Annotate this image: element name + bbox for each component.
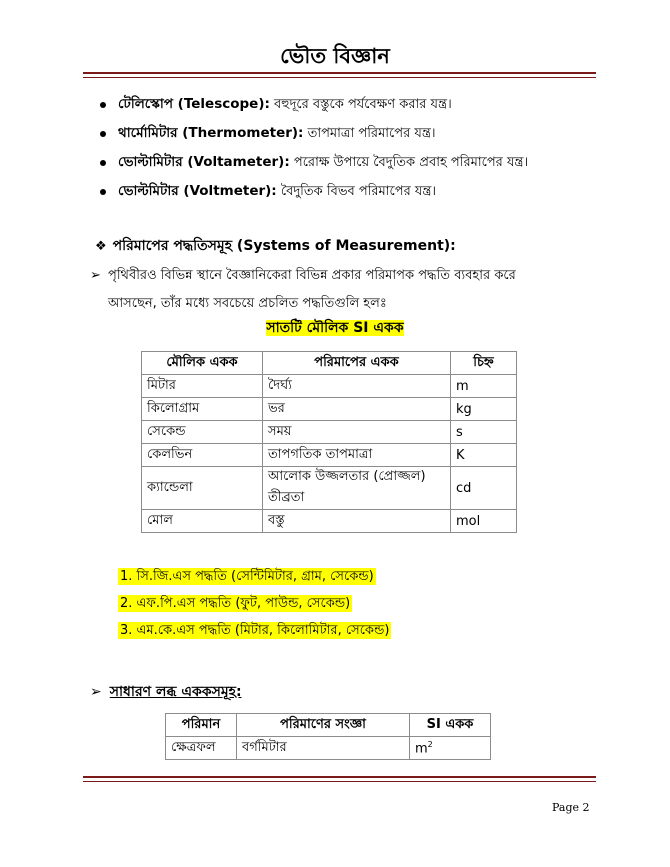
page-number: Page 2	[552, 801, 590, 814]
list-item	[100, 180, 528, 209]
term: ভোল্টামিটার (Voltameter):	[118, 154, 290, 170]
bullet-icon	[100, 160, 106, 166]
column-header: চিহ্ন	[451, 352, 517, 375]
instrument-list	[100, 93, 528, 209]
section-heading: ❖ পরিমাপের পদ্ধতিসমূহ (Systems of Measurement):	[95, 238, 456, 254]
column-header: পরিমান	[166, 714, 237, 737]
bullet-icon	[100, 189, 106, 195]
diamond-star-icon: ❖	[95, 239, 107, 254]
table-row: মিটার দৈর্ঘ্য m	[142, 375, 517, 398]
derived-heading: ➢ সাধারণ লব্ধ এককসমূহ:	[90, 684, 242, 700]
column-header: মৌলিক একক	[142, 352, 263, 375]
table-row: ক্যান্ডেলা আলোক উজ্জলতার (প্রোজ্জল) তীব্রতা cd	[142, 467, 517, 510]
column-header: পরিমাণের সংজ্ঞা	[237, 714, 410, 737]
column-header: পরিমাপের একক	[263, 352, 451, 375]
list-item: 3. এম.কে.এস পদ্ধতি (মিটার, কিলোমিটার, সেকেন্ড)	[120, 623, 390, 638]
systems-list	[118, 567, 391, 648]
term: ভোল্টমিটার (Voltmeter):	[118, 183, 277, 199]
derived-units-table	[165, 713, 491, 760]
term: থার্মোমিটার (Thermometer):	[118, 125, 304, 141]
paragraph-line: আসছেন, তাঁর মধ্যে সবচেয়ে প্রচলিত পদ্ধতিগুলি হলঃ	[108, 296, 387, 311]
table-header-row	[142, 352, 517, 375]
si-units-table	[141, 351, 517, 533]
list-item: 1. সি.জি.এস পদ্ধতি (সেন্টিমিটার, গ্রাম, সেকেন্ড)	[120, 569, 374, 584]
definition: পরোক্ষ উপায়ে বৈদুতিক প্রবাহ পরিমাপের যন্ত্র।	[289, 155, 529, 170]
bullet-icon	[100, 102, 106, 108]
definition: তাপমাত্রা পরিমাপের যন্ত্র।	[303, 126, 436, 141]
si-unit-cell: $m^2$	[410, 737, 491, 760]
arrow-bullet-icon: ➢	[90, 684, 102, 700]
list-item	[100, 93, 528, 122]
paragraph-line: পৃথিবীরও বিভিন্ন স্থানে বৈজ্ঞানিকেরা বিভিন্ন প্রকার পরিমাপক পদ্ধতি ব্যবহার করে	[108, 268, 516, 283]
header-rule	[83, 72, 596, 78]
table-row: মোল বস্তু mol	[142, 510, 517, 533]
table-header-row	[166, 714, 491, 737]
table-row: কিলোগ্রাম ভর kg	[142, 398, 517, 421]
column-header: SI একক	[410, 714, 491, 737]
bullet-icon	[100, 131, 106, 137]
list-item	[100, 122, 528, 151]
term: টেলিস্কোপ (Telescope):	[118, 96, 270, 112]
definition: বহুদূরে বস্তুকে পর্যবেক্ষণ করার যন্ত্র।	[269, 97, 452, 112]
list-item: 2. এফ.পি.এস পদ্ধতি (ফুট, পাউন্ড, সেকেন্ড)	[120, 596, 351, 611]
table-row: সেকেন্ড সময় s	[142, 421, 517, 444]
footer-rule	[83, 776, 596, 782]
arrow-bullet-icon: ➢	[90, 268, 101, 283]
intro-paragraph	[90, 262, 550, 318]
list-item	[100, 151, 528, 180]
page-title: ভৌত বিজ্ঞান	[280, 44, 390, 68]
si-caption: সাতটি মৌলিক SI একক	[266, 320, 404, 336]
definition: বৈদুতিক বিভব পরিমাপের যন্ত্র।	[276, 184, 437, 199]
table-row: কেলভিন তাপগতিক তাপমাত্রা K	[142, 444, 517, 467]
table-row: ক্ষেত্রফল বর্গমিটার $m^2$	[166, 737, 491, 760]
